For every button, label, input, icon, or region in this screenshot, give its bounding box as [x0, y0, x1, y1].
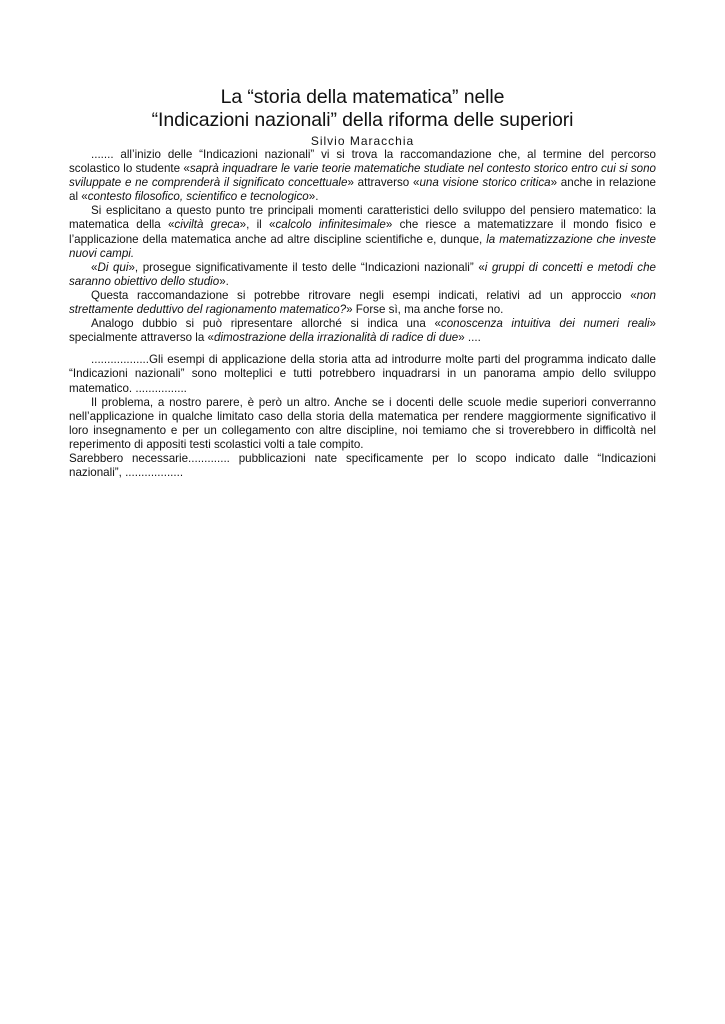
text-run: ».: [308, 190, 319, 204]
body-paragraph: [69, 148, 656, 204]
italic-quote: contesto filosofico, scientifico e tecnologico: [87, 190, 309, 204]
text-run: Analogo dubbio si può ripresentare allorché si indica una «: [91, 317, 441, 331]
document-page: [69, 86, 656, 480]
italic-quote: i gruppi di concetti e metodi che saranno obiettivo dello studio: [69, 260, 656, 288]
text-run: » che riesce a matematizzare il mondo fisico e l’applicazione della matematica anche ad altre discipline scientifiche e, dunque,: [69, 218, 656, 246]
text-run: » ....: [458, 331, 481, 345]
italic-quote: conoscenza intuitiva dei numeri reali: [440, 317, 650, 331]
document-body: [69, 148, 656, 480]
text-run: «: [91, 260, 98, 274]
italic-quote: saprà inquadrare le varie teorie matematiche studiate nel contesto storico entro cui si sono sviluppate e ne comprenderà il significato concettuale: [69, 162, 656, 190]
text-run: » anche in relazione al «: [69, 176, 656, 204]
body-paragraph: [69, 204, 656, 260]
body-paragraph: [69, 396, 656, 452]
italic-quote: civiltà greca: [174, 218, 240, 232]
text-run: » Forse sì, ma anche forse no.: [346, 303, 504, 317]
text-run: » specialmente attraverso la «: [69, 317, 656, 345]
body-paragraph: [69, 289, 656, 317]
text-run: Si esplicitano a questo punto tre principali momenti caratteristici dello sviluppo del pensiero matematico: la matematica della «: [69, 204, 656, 232]
text-run: Il problema, a nostro parere, è però un altro. Anche se i docenti delle scuole medie superiori converranno nell’applicazione in qualche limitato caso della storia della matematica per rendere maggiormente significativo il loro insegnamento e per un collegamento con altre discipline, noi temiamo che si troverebbero in difficoltà nel reperimento di appositi testi scolastici volti a tale compito.: [69, 395, 656, 451]
text-run: Sarebbero necessarie............. pubblicazioni nate specificamente per lo scopo indicato dalle “Indicazioni nazionali”, ..................: [69, 451, 656, 480]
text-run: », il «: [239, 218, 276, 232]
italic-quote: calcolo infinitesimale: [275, 218, 386, 232]
italic-quote: non strettamente deduttivo del ragionamento matematico?: [69, 288, 656, 317]
title-line-2: “Indicazioni nazionali” della riforma delle superiori: [151, 109, 574, 131]
document-title: [69, 86, 656, 132]
paragraph-gap: [69, 345, 656, 353]
text-run: ..................Gli esempi di applicazione della storia atta ad introdurre molte parti del programma indicato dalle “Indicazioni nazionali” sono molteplici e tutti potrebbero inquadrarsi in un panorama ampio dello sviluppo matematico. ................: [69, 353, 656, 395]
body-paragraph: [69, 353, 656, 395]
italic-quote: la matematizzazione che investe nuovi campi.: [69, 232, 656, 260]
text-run: ».: [219, 274, 229, 288]
text-run: », prosegue significativamente il testo delle “Indicazioni nazionali” «: [128, 260, 485, 274]
body-paragraph: [69, 261, 656, 289]
italic-quote: Di qui: [97, 260, 129, 274]
italic-quote: una visione storico critica: [419, 176, 551, 190]
author-name: Silvio Maracchia: [310, 134, 415, 148]
body-paragraph: [69, 317, 656, 345]
body-paragraph: [69, 452, 656, 480]
text-run: » attraverso «: [347, 176, 420, 190]
text-run: ....... all’inizio delle “Indicazioni nazionali” vi si trova la raccomandazione che, al termine del percorso scolastico lo studente «: [69, 148, 656, 176]
text-run: Questa raccomandazione si potrebbe ritrovare negli esempi indicati, relativi ad un approccio «: [91, 288, 637, 302]
italic-quote: dimostrazione della irrazionalità di radice di due: [214, 331, 459, 345]
title-line-1: La “storia della matematica” nelle: [220, 86, 505, 108]
